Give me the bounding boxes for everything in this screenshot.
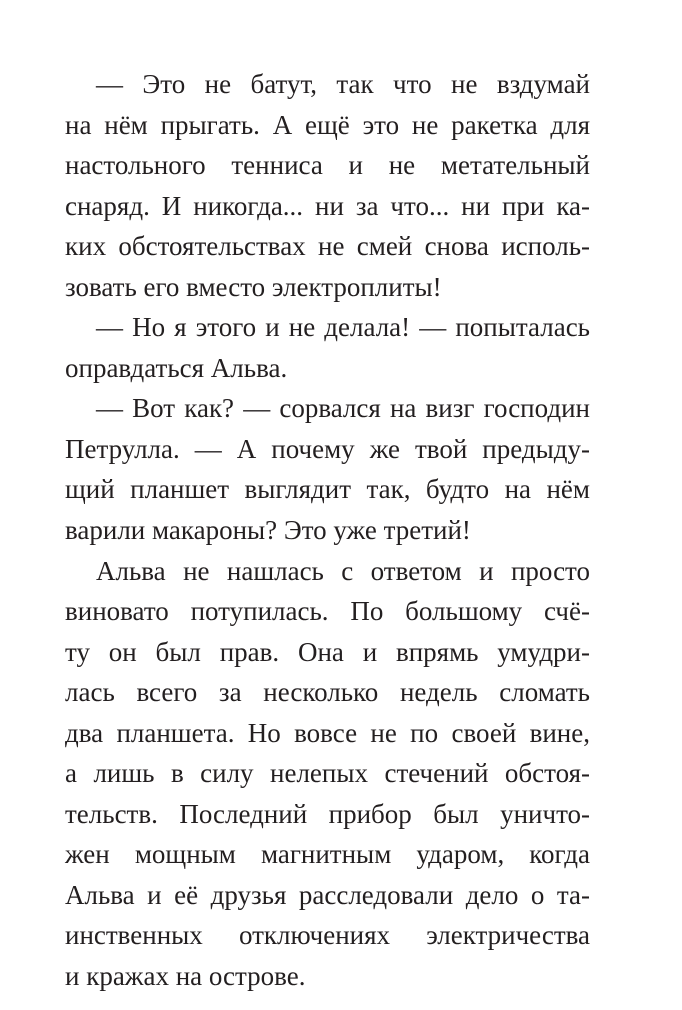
- book-page-text: [65, 64, 590, 997]
- text-line: виновато потупилась. По большому счё-: [65, 596, 590, 627]
- text-line: зовать его вместо электроплиты!: [65, 271, 442, 302]
- text-line: настольного тенниса и не метательный: [65, 150, 590, 181]
- text-line: варили макароны? Это уже третий!: [65, 515, 471, 546]
- paragraph-1: [65, 64, 590, 307]
- text-line: Альва не нашлась с ответом и просто: [96, 555, 590, 586]
- text-line: Петрулла. — А почему же твой предыду-: [65, 433, 590, 464]
- text-line: оправдаться Альва.: [65, 352, 288, 383]
- text-line: тельств. Последний прибор был уничто-: [65, 798, 590, 829]
- paragraph-2: [65, 307, 590, 388]
- text-line: лась всего за несколько недель сломать: [65, 677, 590, 708]
- text-line: а лишь в силу нелепых стечений обстоя-: [65, 758, 590, 789]
- text-line: инственных отключениях электричества: [65, 920, 590, 951]
- paragraph-3: [65, 388, 590, 550]
- text-line: щий планшет выглядит так, будто на нём: [65, 474, 590, 505]
- text-line: два планшета. Но вовсе не по своей вине,: [65, 717, 590, 748]
- text-line: ту он был прав. Она и впрямь умудри-: [65, 636, 590, 667]
- text-line: снаряд. И никогда... ни за что... ни при ка-: [65, 190, 590, 221]
- text-line: ких обстоятельствах не смей снова исполь-: [65, 231, 590, 262]
- text-line: — Это не батут, так что не вздумай: [96, 69, 590, 99]
- text-line: жен мощным магнитным ударом, когда: [65, 839, 590, 870]
- text-line: — Вот как? — сорвался на визг господин: [96, 393, 590, 424]
- text-line: Альва и её друзья расследовали дело о та-: [65, 879, 590, 910]
- paragraph-4: [65, 551, 590, 997]
- text-line: и кражах на острове.: [65, 961, 306, 992]
- text-line: на нём прыгать. А ещё это не ракетка для: [65, 109, 590, 140]
- text-line: — Но я этого и не делала! — попыталась: [96, 312, 590, 343]
